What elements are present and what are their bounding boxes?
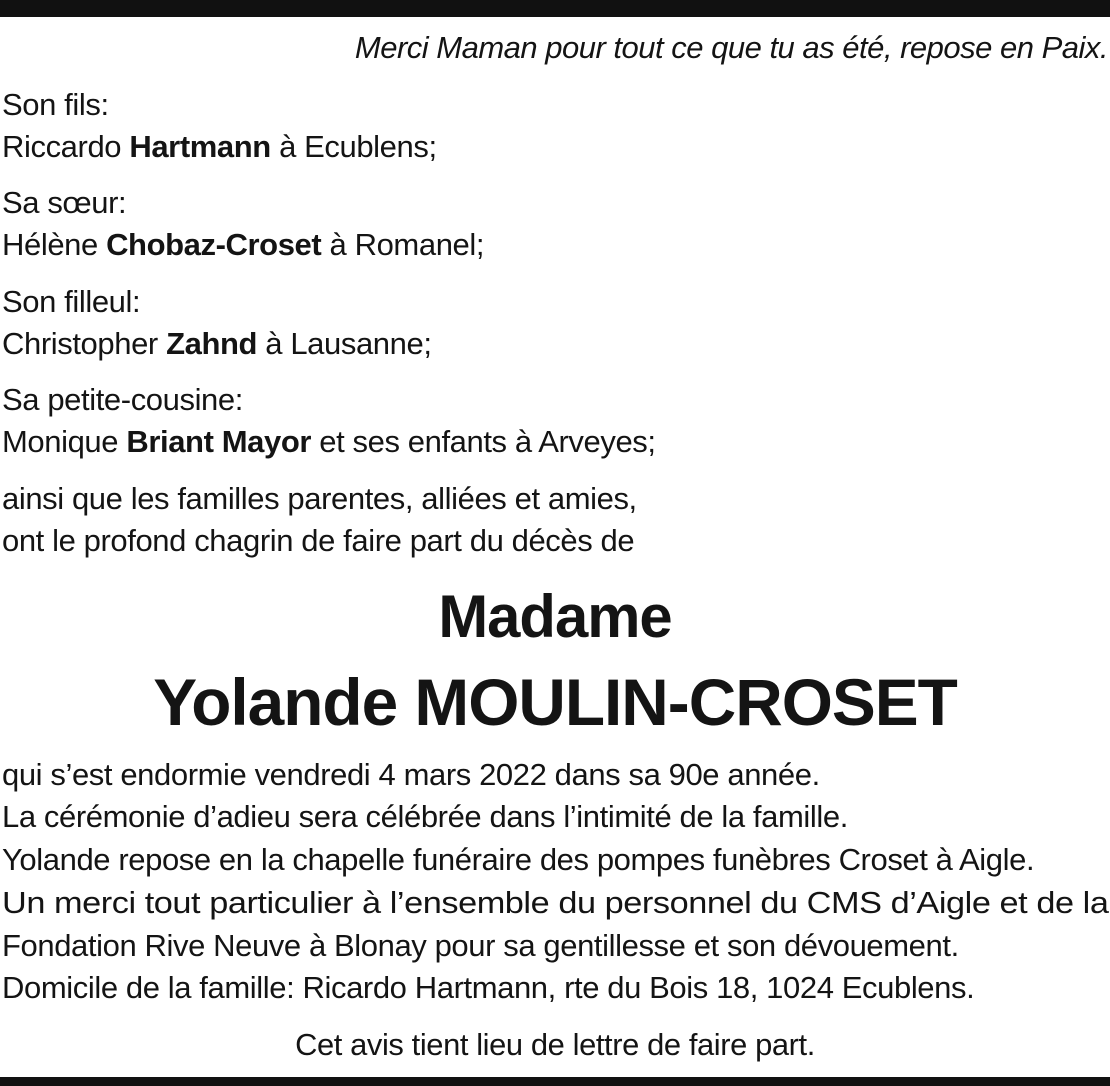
- member-last-name: Hartmann: [129, 129, 271, 164]
- top-border-rule: [0, 0, 1110, 17]
- member-location: à Lausanne;: [265, 326, 432, 361]
- member-last-name: Zahnd: [166, 326, 258, 361]
- body-line: Yolande repose en la chapelle funéraire des pompes funèbres Croset à Aigle.: [2, 842, 1035, 877]
- member-location: à Ecublens;: [279, 129, 437, 164]
- intro-line: ainsi que les familles parentes, alliées et amies,: [2, 481, 637, 516]
- member-last-name: Briant Mayor: [126, 424, 312, 459]
- body-line: Un merci tout particulier à l’ensemble du personnel du CMS d’Aigle et de la: [2, 885, 1109, 920]
- body-line: Domicile de la famille: Ricardo Hartmann, rte du Bois 18, 1024 Ecublens.: [2, 970, 975, 1005]
- family-relation-sister: Sa sœur:: [2, 185, 127, 220]
- member-first-name: Hélène: [2, 227, 98, 262]
- epigraph: Merci Maman pour tout ce que tu as été, repose en Paix.: [354, 30, 1108, 65]
- member-location: à Romanel;: [329, 227, 485, 262]
- family-member-cousin: [2, 424, 656, 460]
- intro-line: ont le profond chagrin de faire part du décès de: [2, 523, 635, 558]
- family-member-sister: [2, 227, 484, 263]
- body-line: La cérémonie d’adieu sera célébrée dans l’intimité de la famille.: [2, 799, 848, 834]
- family-member-son: [2, 129, 437, 165]
- member-location: et ses enfants à Arveyes;: [319, 424, 656, 459]
- family-member-godson: [2, 326, 432, 362]
- member-first-name: Monique: [2, 424, 119, 459]
- member-last-name: Chobaz-Croset: [106, 227, 322, 262]
- family-relation-godson: Son filleul:: [2, 284, 141, 319]
- body-line: qui s’est endormie vendredi 4 mars 2022 dans sa 90e année.: [2, 757, 820, 792]
- member-first-name: Christopher: [2, 326, 158, 361]
- bottom-border-rule: [0, 1077, 1110, 1086]
- family-relation-son: Son fils:: [2, 87, 109, 122]
- closing-note: Cet avis tient lieu de lettre de faire part.: [295, 1027, 815, 1062]
- deceased-honorific: Madame: [438, 583, 672, 650]
- member-first-name: Riccardo: [2, 129, 122, 164]
- family-relation-cousin: Sa petite-cousine:: [2, 382, 243, 417]
- body-line: Fondation Rive Neuve à Blonay pour sa gentillesse et son dévouement.: [2, 928, 959, 963]
- deceased-name: Yolande MOULIN-CROSET: [153, 665, 957, 739]
